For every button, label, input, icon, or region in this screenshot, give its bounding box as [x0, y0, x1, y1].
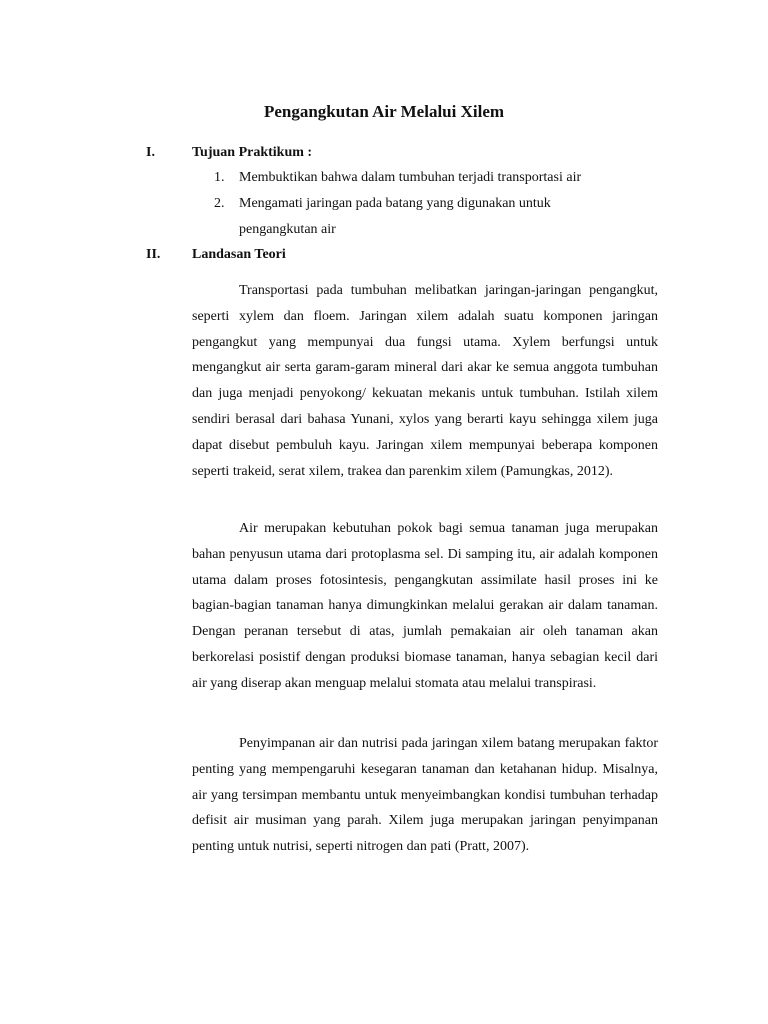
- body-paragraph-2: Air merupakan kebutuhan pokok bagi semua tanaman juga merupakan bahan penyusun utama dari protoplasma sel. Di samping itu, air adalah komponen utama dalam proses fotosintesis, pengangkutan assimilate hasil proses ini ke bagian-bagian tanaman hanya dimungkinkan melalui gerakan air dalam tanaman. Dengan peranan tersebut di atas, jumlah pemakaian air oleh tanaman akan berkorelasi posistif dengan produksi biomase tanaman, hanya sebagian kecil dari air yang diserap akan menguap melalui stomata atau melalui transpirasi.: [192, 521, 658, 691]
- body-paragraph-3: Penyimpanan air dan nutrisi pada jaringan xilem batang merupakan faktor penting yang mempengaruhi kesegaran tanaman dan ketahanan hidup. Misalnya, air yang tersimpan membantu untuk menyeimbangkan kondisi tumbuhan terhadap defisit air musiman yang parah. Xilem juga merupakan jaringan penyimpanan penting untuk nutrisi, seperti nitrogen dan pati (Pratt, 2007).: [192, 736, 658, 855]
- list-item-number: 2.: [214, 196, 225, 211]
- list-item-text: Mengamati jaringan pada batang yang digunakan untuk pengangkutan air: [239, 196, 551, 237]
- page-title: Pengangkutan Air Melalui Xilem: [263, 102, 505, 121]
- section-heading-landasan-teori: Landasan Teori: [192, 247, 286, 262]
- list-item-number: 1.: [214, 170, 225, 185]
- section-number-2: II.: [146, 247, 161, 262]
- body-paragraph-1: Transportasi pada tumbuhan melibatkan jaringan-jaringan pengangkut, seperti xylem dan floem. Jaringan xilem adalah suatu komponen jaringan pengangkut yang mempunyai dua fungsi utama. Xylem berfungsi untuk mengangkut air serta garam-garam mineral dari akar ke semua anggota tumbuhan dan juga menjadi penyokong/ kekuatan mekanis untuk tumbuhan. Istilah xilem sendiri berasal dari bahasa Yunani, xylos yang berarti kayu sehingga xilem juga dapat disebut pembuluh kayu. Jaringan xilem mempunyai beberapa komponen seperti trakeid, serat xilem, trakea dan parenkim xilem (Pamungkas, 2012).: [192, 283, 658, 479]
- list-item-text: Membuktikan bahwa dalam tumbuhan terjadi transportasi air: [239, 170, 582, 185]
- list-item: [214, 165, 664, 191]
- section-number-1: I.: [146, 145, 155, 160]
- section-heading-tujuan: Tujuan Praktikum :: [192, 145, 313, 160]
- list-item: [214, 191, 664, 243]
